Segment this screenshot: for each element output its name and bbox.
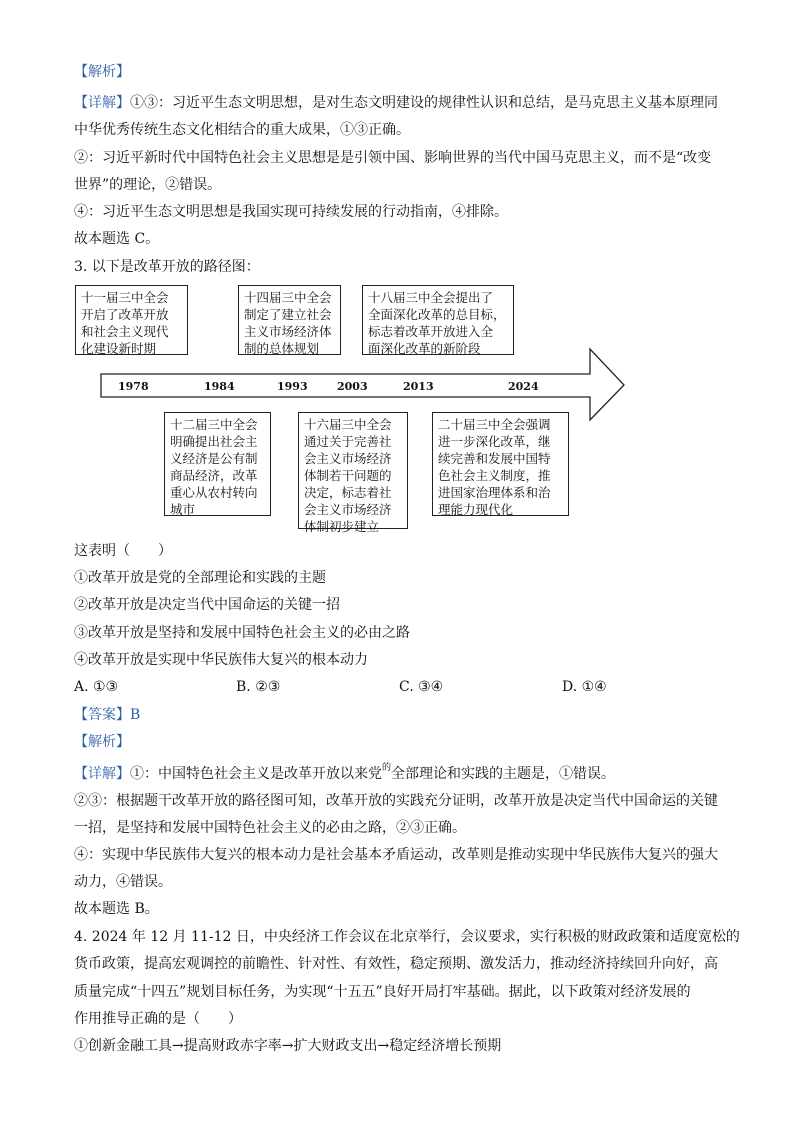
detail-line-3: ②：习近平新时代中国特色社会主义思想是是引领中国、影响世界的当代中国马克思主义，而不是“改变 bbox=[74, 150, 712, 166]
q4-stem-line-4: 作用推导正确的是（ ） bbox=[74, 1011, 242, 1027]
detail-tag: 【详解】 bbox=[74, 95, 130, 111]
year-label: 1984 bbox=[204, 380, 235, 393]
year-label: 1993 bbox=[277, 380, 308, 393]
q3-detail-line-4: ④：实现中华民族伟大复兴的根本动力是社会基本矛盾运动，改革则是推动实现中华民族伟大复兴的强大 bbox=[74, 847, 718, 863]
q4-stem-line-2: 货币政策，提高宏观调控的前瞻性、针对性、有效性，稳定预期、激发活力，推动经济持续回升向好，高 bbox=[74, 956, 718, 972]
q3-prompt: 这表明（ ） bbox=[74, 543, 172, 559]
detail-line-2: 中华优秀传统生态文化相结合的重大成果，①③正确。 bbox=[74, 122, 410, 138]
statement-2: ②改革开放是决定当代中国命运的关键一招 bbox=[74, 597, 340, 613]
detail-tag: 【详解】 bbox=[74, 766, 130, 782]
statement-1: ①改革开放是党的全部理论和实践的主题 bbox=[74, 570, 326, 586]
answer-tag: 【答案】B bbox=[74, 707, 141, 723]
q3-detail-line-3: 一招，是坚持和发展中国特色社会主义的必由之路，②③正确。 bbox=[74, 820, 466, 836]
option-d: D. ①④ bbox=[562, 679, 607, 695]
year-label: 1978 bbox=[118, 380, 149, 393]
year-label: 2024 bbox=[508, 380, 539, 393]
box-2013: 十八届三中全会提出了 全面深化改革的总目标， 标志着改革开放进入全 面深化改革的新阶段 bbox=[362, 285, 514, 355]
conclusion: 故本题选 C。 bbox=[74, 231, 160, 247]
box-2024: 二十届三中全会强调 进一步深化改革，继 续完善和发展中国特 色社会主义制度，推 进国家治理体系和治 理能力现代化 bbox=[432, 412, 569, 516]
q3-detail-line-2: ②③：根据题干改革开放的路径图可知，改革开放的实践充分证明，改革开放是决定当代中国命运的关键 bbox=[74, 793, 718, 809]
q3-conclusion: 故本题选 B。 bbox=[74, 901, 159, 917]
q4-stem-line-3: 质量完成“十四五”规划目标任务，为实现“十五五”良好开局打牢基础。据此，以下政策对经济发展的 bbox=[74, 984, 691, 1000]
q4-statement-1: ①创新金融工具→提高财政赤字率→扩大财政支出→稳定经济增长预期 bbox=[74, 1038, 502, 1054]
box-2003: 十六届三中全会 通过关于完善社 会主义市场经济 体制若干问题的 决定，标志着社 会主义市场经济 体制初步建立 bbox=[298, 412, 408, 529]
option-c: C. ③④ bbox=[399, 679, 444, 695]
detail-line-1: 【详解】①③：习近平生态文明思想，是对生态文明建设的规律性认识和总结，是马克思主义基本原理同 bbox=[74, 95, 718, 111]
analysis-tag: 【解析】 bbox=[74, 64, 130, 80]
box-1984: 十二届三中全会 明确提出社会主 义经济是公有制 商品经济，改革 重心从农村转向 城市 bbox=[164, 412, 271, 516]
q3-detail-line-1: 【详解】①：中国特色社会主义是改革开放以来党$^的$全部理论和实践的主题是，①错误。 bbox=[74, 763, 616, 782]
q3-detail-line-5: 动力，④错误。 bbox=[74, 874, 172, 890]
year-label: 2013 bbox=[403, 380, 434, 393]
option-a: A. ①③ bbox=[74, 679, 119, 695]
statement-3: ③改革开放是坚持和发展中国特色社会主义的必由之路 bbox=[74, 625, 410, 641]
q3-stem: 3. 以下是改革开放的路径图： bbox=[74, 259, 260, 275]
statement-4: ④改革开放是实现中华民族伟大复兴的根本动力 bbox=[74, 652, 368, 668]
box-1993: 十四届三中全会 制定了建立社会 主义市场经济体 制的总体规划 bbox=[238, 285, 341, 355]
option-b: B. ②③ bbox=[236, 679, 281, 695]
year-label: 2003 bbox=[337, 380, 368, 393]
analysis-tag: 【解析】 bbox=[74, 734, 130, 750]
q4-stem-line-1: 4. 2024 年 12 月 11-12 日，中央经济工作会议在北京举行，会议要求，实行积极的财政政策和适度宽松的 bbox=[74, 929, 740, 945]
detail-line-5: ④：习近平生态文明思想是我国实现可持续发展的行动指南，④排除。 bbox=[74, 204, 508, 220]
box-1978: 十一届三中全会 开启了改革开放 和社会主义现代 化建设新时期 bbox=[75, 285, 188, 355]
detail-line-4: 世界”的理论，②错误。 bbox=[74, 177, 222, 193]
